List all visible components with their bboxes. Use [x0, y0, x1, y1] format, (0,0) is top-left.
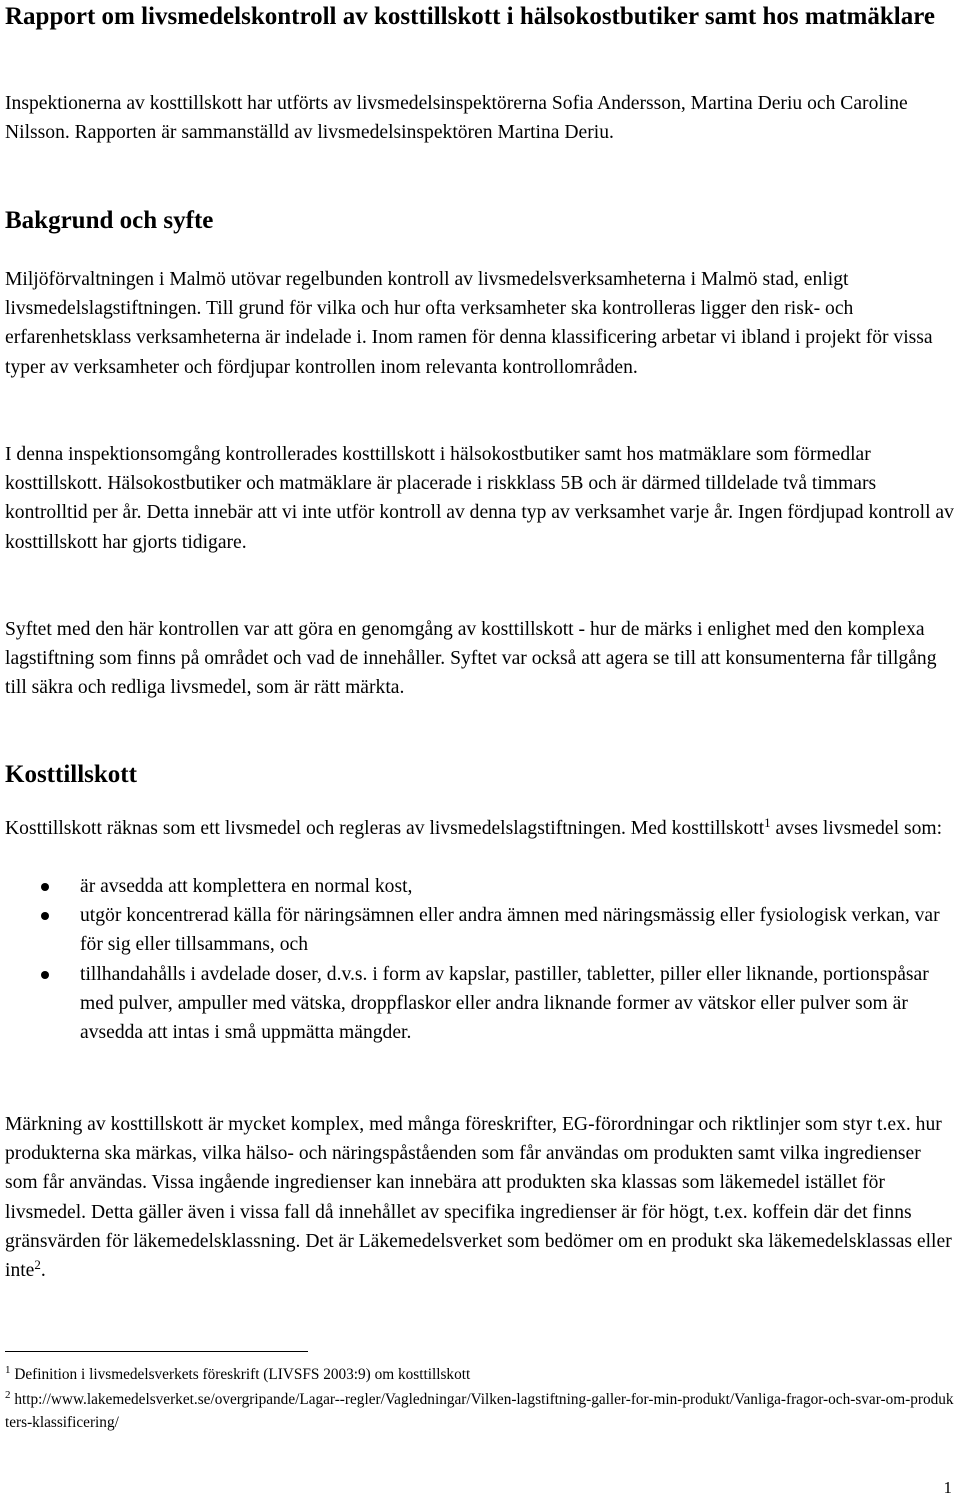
list-item [0, 872, 960, 901]
list-item-text: utgör koncentrerad källa för näringsämnen eller andra ämnen med näringsmässig eller fysiologisk verkan, var för sig eller tillsammans, och [80, 905, 940, 956]
bakgrund-paragraph-1: Miljöförvaltningen i Malmö utövar regelbunden kontroll av livsmedelsverksamheterna i Malmö stad, enligt livsmedelslagstiftningen. Till grund för vilka och hur ofta verksamheter ska kontrolleras ligger den risk- och erfarenhetsklass verksamheterna är indelade i. Inom ramen för denna klassificering arbetar vi ibland i projekt för vissa typer av verksamheter och fördjupar kontrollen inom relevanta kontrollområden. [5, 269, 933, 378]
definition-list [0, 872, 960, 1047]
kosttillskott-paragraph-1-text-end: avses livsmedel som: [770, 818, 943, 839]
bullet-icon [41, 971, 49, 979]
kosttillskott-paragraph-2 [5, 1110, 955, 1285]
section-heading-bakgrund: Bakgrund och syfte [5, 207, 214, 234]
footnote-1 [5, 1363, 955, 1386]
intro-paragraph: Inspektionerna av kosttillskott har utförts av livsmedelsinspektörerna Sofia Andersson, Martina Deriu och Caroline Nilsson. Rapporten är sammanställd av livsmedelsinspektören Martina Deriu. [5, 93, 908, 144]
list-item-text: är avsedda att komplettera en normal kost, [80, 876, 413, 897]
bakgrund-paragraph-3: Syftet med den här kontrollen var att göra en genomgång av kosttillskott - hur de märks i enlighet med den komplexa lagstiftning som finns på området och vad de innehåller. Syftet var också att agera se till att konsumenterna får tillgång till säkra och redliga livsmedel, som är rätt märkta. [5, 619, 937, 699]
page-number: 1 [943, 1478, 952, 1497]
footnote-link[interactable]: http://www.lakemedelsverket.se/overgripande/Lagar--regler/Vagledningar/Vilken-lagstiftning-galler-for-min-produkt/Vanliga-fragor-och-svar-om-produkters-klassificering/ [5, 1391, 954, 1431]
footnote-text: Definition i livsmedelsverkets föreskrift (LIVSFS 2003:9) om kosttillskott [14, 1366, 471, 1383]
footnote-ref-2[interactable]: 2 [34, 1257, 41, 1273]
kosttillskott-paragraph-2-text-end: . [40, 1260, 46, 1282]
bakgrund-paragraph-2: I denna inspektionsomgång kontrollerades kosttillskott i hälsokostbutiker samt hos matmäklare som förmedlar kosttillskott. Hälsokostbutiker och matmäklare är placerade i riskklass 5B och är därmed tilldelade två timmars kontrolltid per år. Detta innebär att vi inte utför kontroll av denna typ av verksamhet varje år. Ingen fördjupad kontroll av kosttillskott har gjorts tidigare. [5, 444, 954, 553]
bullet-icon [41, 883, 49, 891]
kosttillskott-paragraph-1 [5, 814, 955, 843]
kosttillskott-paragraph-2-text: Märkning av kosttillskott är mycket komplex, med många föreskrifter, EG-förordningar och riktlinjer som styr t.ex. hur produkterna ska märkas, vilka hälso- och näringspåståenden som får användas om produkten samt vilka ingredienser som får användas. Vissa ingående ingredienser kan innebära att produkten ska klassas som läkemedel istället för livsmedel. Detta gäller även i vissa fall då innehållet av specifika ingredienser är för högt, t.ex. koffein där det finns gränsvärden för läkemedelsklassning. Det är Läkemedelsverket som bedömer om en produkt ska läkemedelsklassas eller inte [5, 1114, 952, 1282]
list-item [0, 901, 960, 959]
kosttillskott-paragraph-1-text: Kosttillskott räknas som ett livsmedel och regleras av livsmedelslagstiftningen. Med kosttillskott [5, 818, 765, 839]
footnote-2 [5, 1388, 955, 1434]
footnote-mark: 2 [5, 1389, 11, 1401]
bullet-icon [41, 912, 49, 920]
list-item-text: tillhandahålls i avdelade doser, d.v.s. i form av kapslar, pastiller, tabletter, piller eller liknande, portionspåsar med pulver, ampuller med vätska, droppflaskor eller andra liknande former av vätskor eller pulver som är avsedda att intas i små uppmätta mängder. [80, 963, 929, 1044]
section-heading-kosttillskott: Kosttillskott [5, 761, 137, 788]
document-title: Rapport om livsmedelskontroll av kosttillskott i hälsokostbutiker samt hos matmäklare [5, 3, 935, 30]
footnote-mark: 1 [5, 1364, 11, 1376]
footnote-divider [5, 1351, 308, 1352]
list-item [0, 960, 960, 1048]
footnote-ref-1[interactable]: 1 [764, 815, 771, 830]
